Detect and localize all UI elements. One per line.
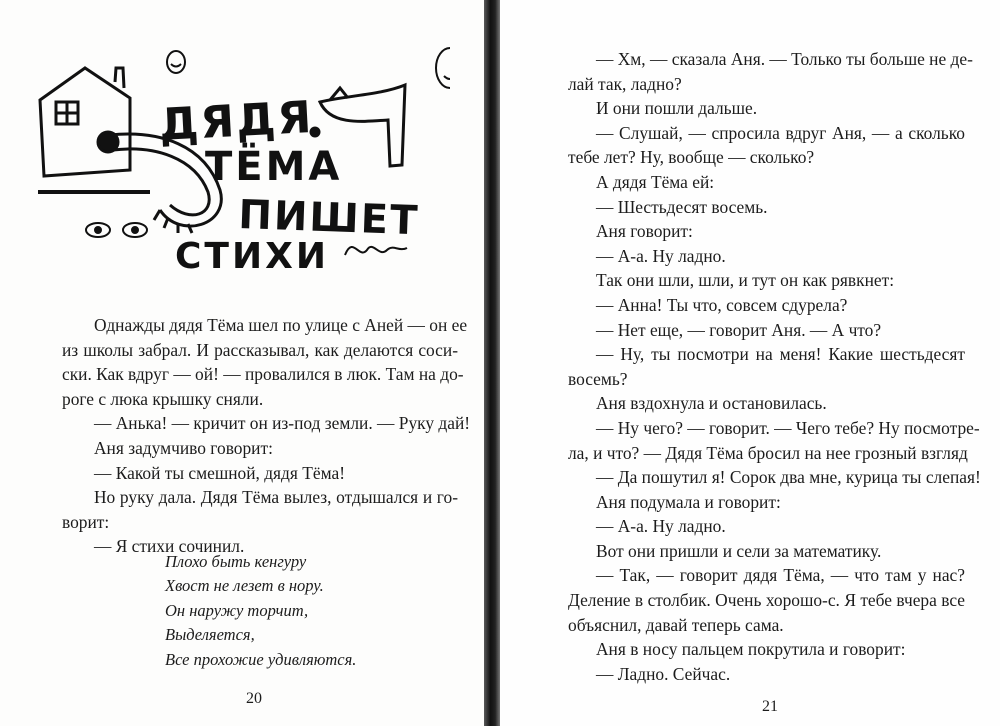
book-spine [484,0,500,726]
poem [165,550,356,672]
body-text [568,47,981,686]
text-line: — Шестьдесят восемь. [596,196,768,217]
text-line: Вот они пришли и сели за математику. [596,540,882,561]
text-line: Но руку дала. Дядя Тёма вылез, отдышался и го- [94,487,458,508]
text-line: — Анька! — кричит он из-под земли. — Руку дай! [94,413,471,434]
text-line: Аня подумала и говорит: [596,491,781,512]
text-line: Аня задумчиво говорит: [94,437,273,458]
text-line: И они пошли дальше. [596,98,758,119]
text-line: — Какой ты смешной, дядя Тёма! [94,462,345,483]
text-line: — Нет еще, — говорит Аня. — А что? [596,319,882,340]
text-line: — Ну, ты посмотри на меня! Какие шестьдесят [596,344,965,365]
text-line: — Ну чего? — говорит. — Чего тебе? Ну посмотре- [596,417,980,438]
text-line: — Ладно. Сейчас. [596,663,731,684]
text-line: тебе лет? Ну, вообще — сколько? [568,147,815,168]
text-line: — Я стихи сочинил. [94,536,245,557]
eyes-drawing [86,223,147,237]
page-number: 20 [246,690,262,707]
house-drawing [40,68,130,176]
poem-line: Он наружу торчит, [165,600,309,620]
text-line: ла, и что? — Дядя Тёма бросил на нее грозный взгляд [568,442,968,463]
poem-line: Хвост не лезет в нору. [165,576,324,596]
poem-line: Выделяется, [165,625,255,645]
text-line: лай так, ладно? [568,73,682,94]
smiley-face-icon [167,48,450,88]
text-line: Однажды дядя Тёма шел по улице с Аней — он ее [94,315,468,335]
text-line: Так они шли, шли, и тут он как рявкнет: [596,270,895,291]
title-word: ПИШЕТ [237,192,421,245]
text-line: объяснил, давай теперь сама. [568,614,784,635]
right-page [500,0,1000,726]
page-number: 21 [762,698,778,715]
text-line: Аня вздохнула и остановилась. [596,393,827,414]
text-line: из школы забрал. И рассказывал, как делаются соси- [62,339,458,360]
title-word: ДЯДЯ [157,91,315,151]
text-line: — Анна! Ты что, совсем сдурела? [596,294,848,315]
text-line: Аня говорит: [596,221,693,242]
text-line: ски. Как вдруг — ой! — провалился в люк. Там на до- [62,364,464,385]
poem-line: Все прохожие удивляются. [165,649,357,669]
text-line: — Так, — говорит дядя Тёма, — что там у нас? [596,565,965,586]
left-page [0,0,484,726]
title-illustration [30,40,450,280]
scribble-drawing [345,247,407,255]
poem-line: Плохо быть кенгуру [165,552,307,571]
text-line: — Слушай, — спросила вдруг Аня, — а сколько [596,122,965,143]
text-line: Деление в столбик. Очень хорошо-с. Я тебе вчера все [568,590,965,611]
text-line: — А-а. Ну ладно. [596,245,726,266]
text-line: ворит: [62,511,110,532]
body-text [62,313,471,559]
text-line: — А-а. Ну ладно. [596,516,726,537]
title-word: ТЁМА [205,144,343,190]
title-word: СТИХИ [175,236,329,277]
text-line: — Да пошутил я! Сорок два мне, курица ты слепая! [596,467,981,488]
text-line: восемь? [568,368,628,389]
text-line: — Хм, — сказала Аня. — Только ты больше не де- [596,49,973,69]
text-line: роге с люка крышку сняли. [62,388,264,409]
text-line: Аня в носу пальцем покрутила и говорит: [596,639,906,660]
text-line: А дядя Тёма ей: [596,171,715,192]
